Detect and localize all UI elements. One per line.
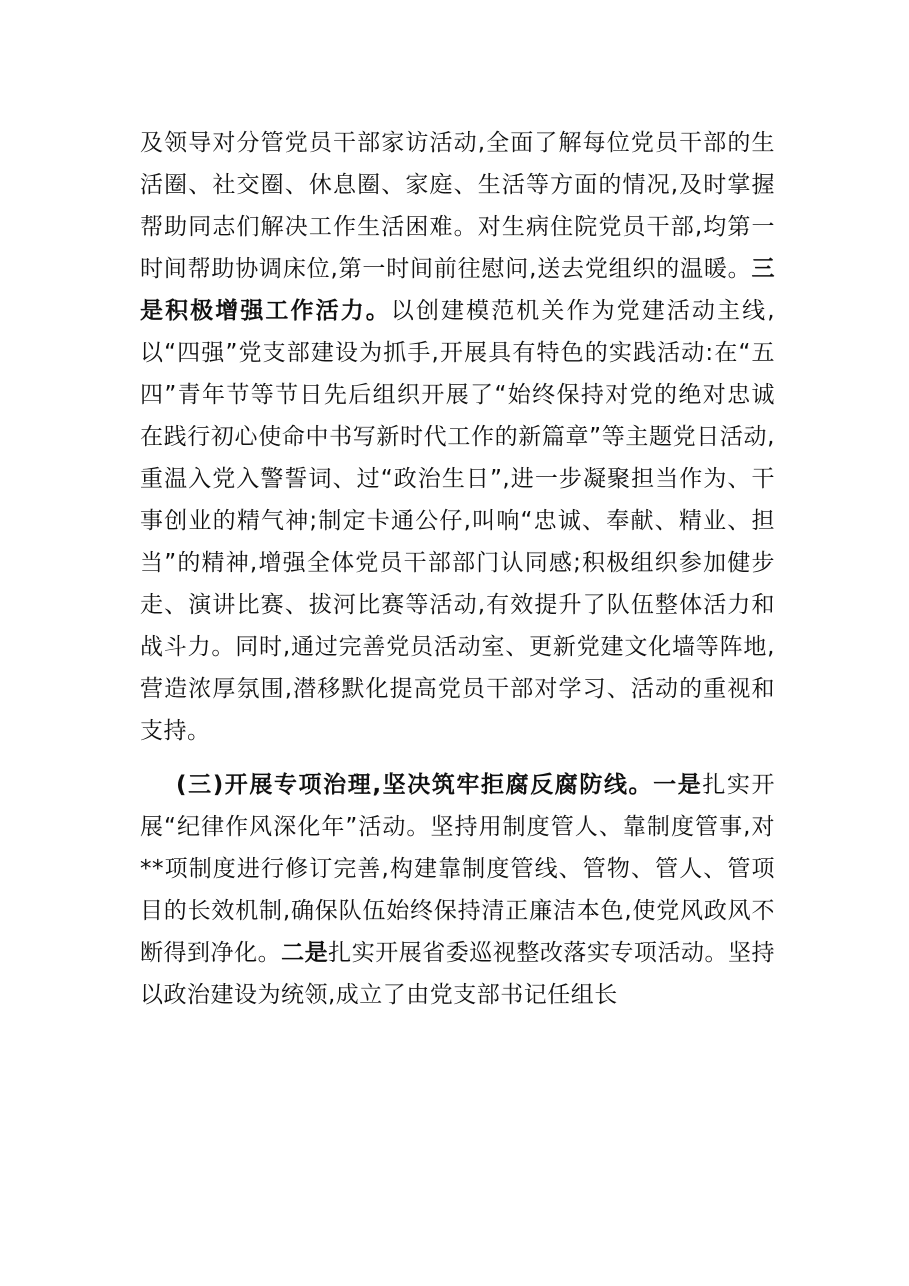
paragraph-2-text-1: 扎实开展“纪律作风深化年”活动。坚持用制度管人、靠制度管事,对**项制度进行修订完善,构建靠制度管线、管物、管人、管项目的长效机制,确保队伍始终保持清正廉洁本色,使党风政风不断得到净化。: [140, 772, 776, 966]
paragraph-2-text-2: 扎实开展省委巡视整改落实专项活动。坚持以政治建设为统领,成立了由党支部书记任组长: [140, 940, 776, 1008]
paragraph-1: [140, 122, 775, 752]
paragraph-1-text-1: 及领导对分管党员干部家访活动,全面了解每位党员干部的生活圈、社交圈、休息圈、家庭、生活等方面的情况,及时掌握帮助同志们解决工作生活困难。对生病住院党员干部,均第一时间帮助协调床位,第一时间前往慰问,送去党组织的温暖。: [140, 130, 775, 282]
paragraph-2-marker-two: 二是: [281, 940, 329, 966]
document-body: [140, 122, 775, 1016]
section-3-heading: (三)开展专项治理,坚决筑牢拒腐反腐防线。一是: [176, 772, 703, 798]
paragraph-1-text-2: 以创建模范机关作为党建活动主线,以“四强”党支部建设为抓手,开展具有特色的实践活动:在“五四”青年节等节日先后组织开展了“始终保持对党的绝对忠诚在践行初心使命中书写新时代工作的新篇章”等主题党日活动,重温入党入警誓词、过“政治生日”,进一步凝聚担当作为、干事创业的精气神;制定卡通公仔,叫响“忠诚、奉献、精业、担当”的精神,增强全体党员干部部门认同感;积极组织参加健步走、演讲比赛、拔河比赛等活动,有效提升了队伍整体活力和战斗力。同时,通过完善党员活动室、更新党建文化墙等阵地,营造浓厚氛围,潜移默化提高党员干部对学习、活动的重视和支持。: [140, 298, 775, 744]
paragraph-2: [140, 764, 775, 1016]
paragraph-1-heading-three: 三是积极增强工作活力。: [140, 256, 775, 324]
